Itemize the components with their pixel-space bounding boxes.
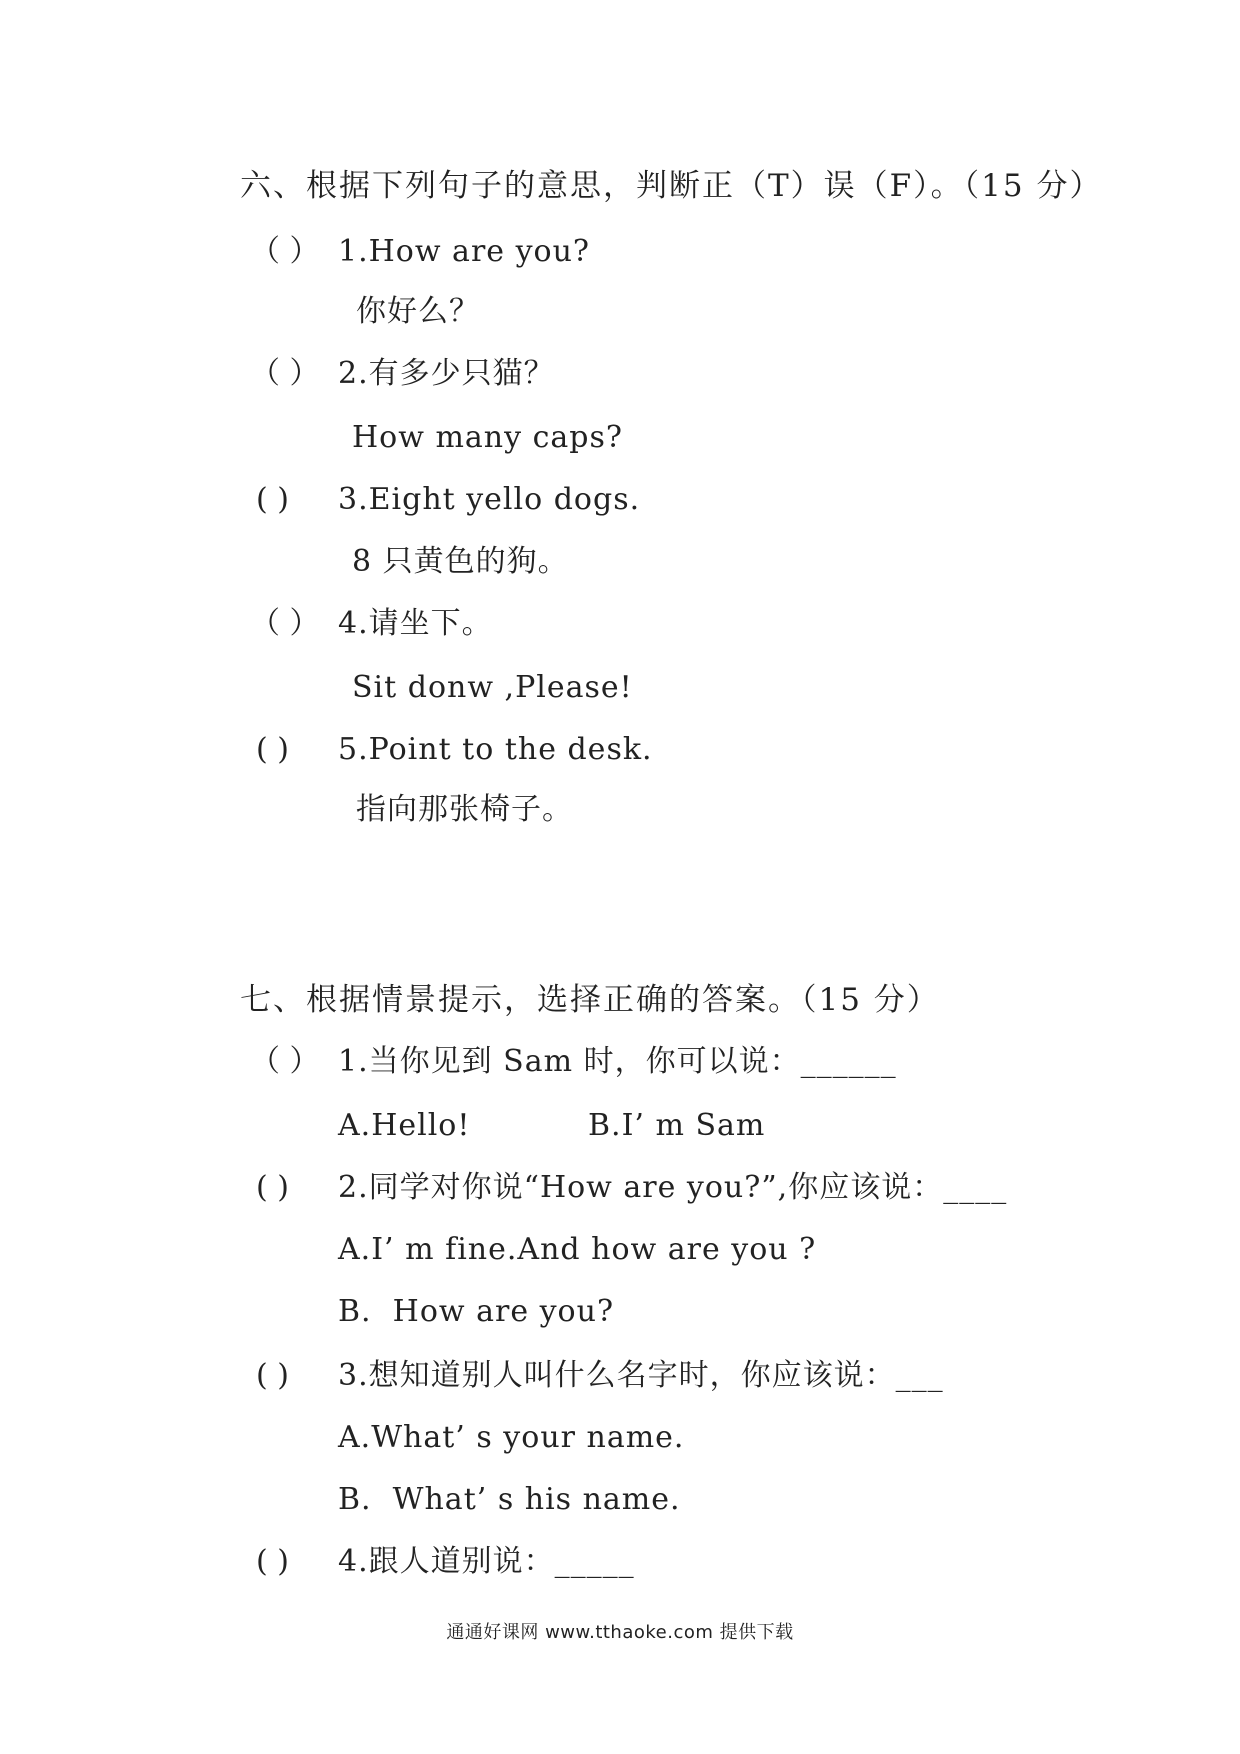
option-7-1-a: A.Hello! xyxy=(338,1108,471,1143)
sentence-6-3: 8 只黄色的狗。 xyxy=(352,544,569,579)
answer-blank-6-1[interactable]: （ ） xyxy=(250,234,320,269)
answer-blank-6-3[interactable]: ( ) xyxy=(256,482,289,517)
sentence-6-1: 你好么？ xyxy=(356,294,480,329)
option-7-3-a: A.What’ s your name. xyxy=(338,1420,685,1455)
answer-blank-6-2[interactable]: （ ） xyxy=(250,356,320,391)
question-7-3: 3.想知道别人叫什么名字时，你应该说：___ xyxy=(338,1358,944,1393)
question-6-5: 5.Point to the desk. xyxy=(338,732,653,767)
sentence-6-4: Sit donw ,Please! xyxy=(352,670,633,705)
option-7-3-b: B. What’ s his name. xyxy=(338,1482,681,1517)
question-6-4: 4.请坐下。 xyxy=(338,606,493,641)
answer-blank-7-1[interactable]: （ ） xyxy=(250,1044,320,1079)
option-7-1-b: B.I’ m Sam xyxy=(588,1108,766,1143)
answer-blank-7-4[interactable]: ( ) xyxy=(256,1544,289,1579)
question-7-4: 4.跟人道别说：_____ xyxy=(338,1544,635,1579)
answer-blank-7-3[interactable]: ( ) xyxy=(256,1358,289,1393)
answer-blank-6-5[interactable]: ( ) xyxy=(256,732,289,767)
question-7-2: 2.同学对你说“How are you?”,你应该说：____ xyxy=(338,1170,1008,1205)
answer-blank-7-2[interactable]: ( ) xyxy=(256,1170,289,1205)
page-footer: 通通好课网 www.tthaoke.com 提供下载 xyxy=(446,1622,794,1643)
sentence-6-5: 指向那张椅子。 xyxy=(356,792,573,827)
question-6-1: 1.How are you? xyxy=(338,234,590,269)
answer-blank-6-4[interactable]: （ ） xyxy=(250,606,320,641)
section-6-title: 六、根据下列句子的意思，判断正（T）误（F）。（15 分） xyxy=(240,168,1103,204)
option-7-2-b: B. How are you? xyxy=(338,1294,615,1329)
question-6-2: 2.有多少只猫？ xyxy=(338,356,555,391)
section-7-title: 七、根据情景提示，选择正确的答案。（15 分） xyxy=(240,982,940,1018)
question-7-1: 1.当你见到 Sam 时，你可以说：______ xyxy=(338,1044,897,1079)
question-6-3: 3.Eight yello dogs. xyxy=(338,482,641,517)
sentence-6-2: How many caps? xyxy=(352,420,623,455)
option-7-2-a: A.I’ m fine.And how are you ? xyxy=(338,1232,817,1267)
